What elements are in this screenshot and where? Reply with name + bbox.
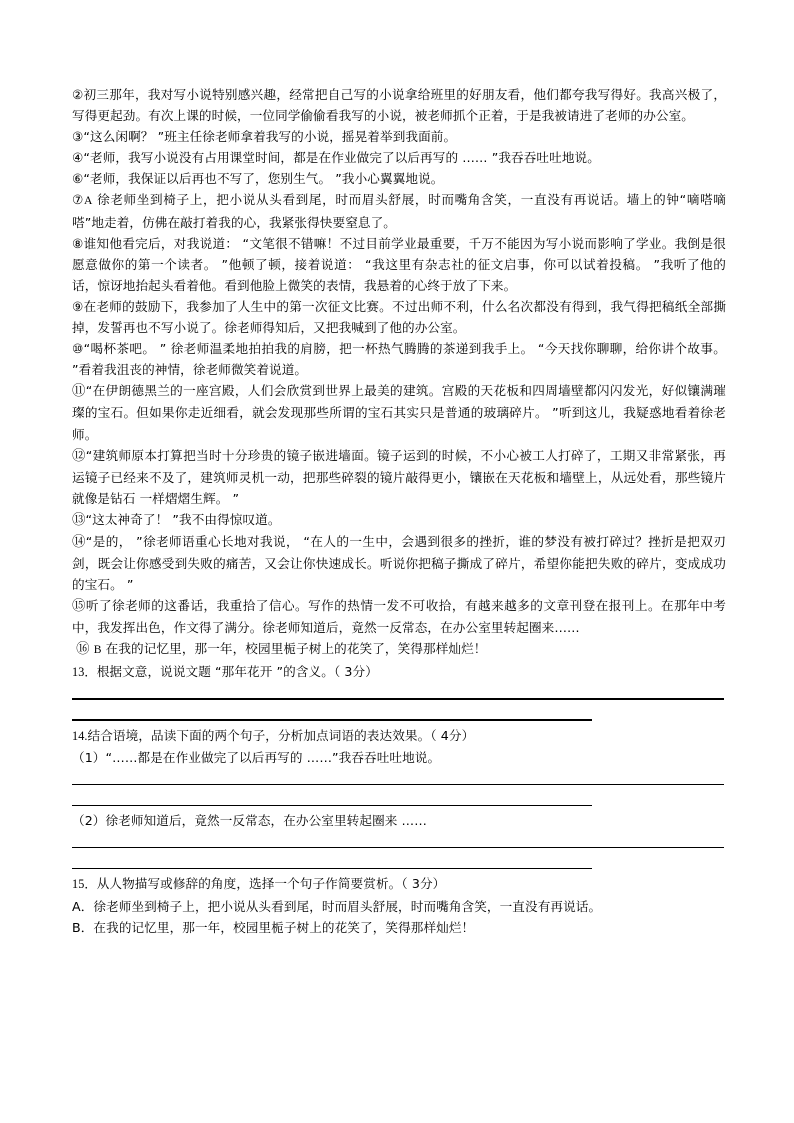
paragraph-text: “在伊朗德黑兰的一座宫殿，人们会欣赏到世界上最美的建筑。宫殿的天花板和四周墙壁都闪闪发光，好似镶满璀璨的宝石。但如果你走近细看，就会发现那些所谓的宝石其实只是普通的玻璃碎片。 ”听到这儿，我疑惑地看着徐老师。 bbox=[72, 383, 726, 442]
answer-lines-14-1[interactable] bbox=[72, 768, 726, 810]
paragraph-marker: ② bbox=[72, 87, 84, 102]
answer-lines-13[interactable] bbox=[72, 683, 726, 725]
paragraph-6 bbox=[72, 168, 726, 189]
answer-lines-14-2[interactable] bbox=[72, 831, 726, 873]
question-15 bbox=[72, 873, 726, 895]
answer-rule[interactable] bbox=[72, 831, 726, 852]
paragraph-marker: ⑮ bbox=[72, 599, 86, 615]
paragraph-marker: ⑧ bbox=[72, 235, 84, 251]
paragraph-4 bbox=[72, 147, 726, 168]
answer-rule[interactable] bbox=[72, 704, 726, 725]
question-number: 13． bbox=[72, 664, 97, 679]
paragraph-text: 听了徐老师的这番话，我重拾了信心。写作的热情一发不可收拾，有越来越多的文章刊登在报刊上。在那年中考中，我发挥出色，作文得了满分。徐老师知道后，竟然一反常态，在办公室里转起圈来…… bbox=[72, 598, 726, 636]
passage-body bbox=[72, 84, 726, 661]
question-prompt: 从人物描写或修辞的角度，选择一个句子作简要赏析。（ 3分） bbox=[96, 876, 446, 892]
answer-rule[interactable] bbox=[72, 683, 726, 704]
question-13 bbox=[72, 661, 726, 683]
question-14-item-1: （1）“……都是在作业做完了以后再写的 ……”我吞吞吐吐地说。 bbox=[72, 749, 441, 765]
paragraph-marker: ⑭ bbox=[72, 534, 86, 550]
paragraph-marker: ⑯ bbox=[76, 642, 90, 658]
paragraph-3 bbox=[72, 126, 726, 147]
paragraph-text: “这么闲啊？ ”班主任徐老师拿着我写的小说，摇晃着举到我面前。 bbox=[83, 129, 457, 145]
paragraph-8 bbox=[72, 233, 726, 296]
paragraph-14 bbox=[72, 531, 726, 595]
paragraph-12 bbox=[72, 445, 726, 509]
paragraph-13 bbox=[72, 509, 726, 531]
paragraph-text: 初三那年，我对写小说特别感兴趣，经常把自己写的小说拿给班里的好朋友看，他们都夸我写得好。我高兴极了，写得更起劲。有次上课的时候，一位同学偷偷看我写的小说，被老师抓个正着，于是我被请进了老师的办公室。 bbox=[72, 87, 727, 124]
paragraph-text: 谁知他看完后，对我说道： “文笔很不错嘛！不过目前学业最重要，千万不能因为写小说而影响了学业。我倒是很愿意做你的第一个读者。 ”他顿了顿，接着说道： “我这里有杂志社的征文启事，你可以试着投稿。 ”我听了他的话，惊讶地抬起头看着他。看到他脸上微笑的表情，我悬着的心终于放了下来。 bbox=[72, 235, 726, 293]
paragraph-11 bbox=[72, 380, 726, 444]
paragraph-marker: ⑨ bbox=[72, 298, 84, 314]
paragraph-text: “建筑师原本打算把当时十分珍贵的镜子嵌进墙面。镜子运到的时候，不小心被工人打碎了，工期又非常紧张，再运镜子已经来不及了，建筑师灵机一动，把那些碎裂的镜片敲得更小，镶嵌在天花板和墙壁上，从远处看，那些镜片就像是钻石 一样熠熠生辉。 ” bbox=[72, 447, 726, 506]
paragraph-marker: ⑬ bbox=[72, 512, 86, 528]
paragraph-text: “是的， ”徐老师语重心长地对我说， “在人的一生中，会遇到很多的挫折，谁的梦没有被打碎过？挫折是把双刃剑，既会让你感受到失败的痛苦，又会让你快速成长。听说你把稿子撕成了碎片，希望你能把失败的碎片，变成成功的宝石。 ” bbox=[72, 533, 726, 593]
questions-section bbox=[72, 661, 726, 938]
question-15-option-b[interactable]: B．在我的记忆里，那一年，校园里栀子树上的花笑了，笑得那样灿烂！ bbox=[72, 919, 475, 935]
question-number: 15． bbox=[72, 877, 97, 892]
paragraph-2 bbox=[72, 84, 726, 126]
paragraph-marker: ⑩ bbox=[72, 341, 84, 357]
paragraph-9 bbox=[72, 296, 726, 338]
paragraph-text: “老师，我保证以后再也不写了，您别生气。 ”我小心翼翼地说。 bbox=[83, 171, 444, 187]
paragraph-15 bbox=[72, 595, 726, 638]
paragraph-text: “老师，我写小说没有占用课堂时间，都是在作业做完了以后再写的 …… ”我吞吞吐吐地说。 bbox=[83, 150, 600, 166]
paragraph-16 bbox=[72, 638, 726, 660]
paragraph-text: 徐老师坐到椅子上，把小说从头看到尾，时而眉头舒展，时而嘴角含笑，一直没有再说话。墙上的钟“嘀嗒嘀嗒”地走着，仿佛在敲打着我的心，我紧张得快要窒息了。 bbox=[72, 192, 726, 230]
answer-rule[interactable] bbox=[72, 852, 726, 873]
paragraph-7 bbox=[72, 189, 726, 232]
question-14-item-2: （2）徐老师知道后，竟然一反常态，在办公室里转起圈来 …… bbox=[72, 813, 427, 829]
question-number: 14. bbox=[72, 728, 88, 743]
paragraph-10 bbox=[72, 338, 726, 380]
paragraph-marker: ③ bbox=[72, 129, 84, 145]
paragraph-text: 在老师的鼓励下，我参加了人生中的第一次征文比赛。不过出师不利，什么名次都没有得到，我气得把稿纸全部撕掉，发誓再也不写小说了。徐老师得知后，又把我喊到了他的办公室。 bbox=[72, 298, 727, 336]
sentence-label-a: A bbox=[83, 194, 93, 208]
paragraph-text: 在我的记忆里，那一年，校园里栀子树上的花笑了，笑得那样灿烂！ bbox=[105, 641, 487, 657]
paragraph-marker: ⑪ bbox=[72, 384, 86, 400]
paragraph-marker: ⑫ bbox=[72, 448, 86, 464]
question-14 bbox=[72, 725, 726, 747]
paragraph-marker: ④ bbox=[72, 150, 84, 166]
sentence-label-b: B bbox=[93, 643, 102, 657]
paragraph-marker: ⑥ bbox=[72, 171, 84, 187]
question-prompt: 结合语境，品读下面的两个句子，分析加点词语的表达效果。（ 4分） bbox=[87, 727, 475, 743]
paragraph-marker: ⑦ bbox=[72, 192, 84, 208]
paragraph-text: “这太神奇了！ ”我不由得惊叹道。 bbox=[85, 511, 281, 527]
paragraph-text: “喝杯茶吧。 ” 徐老师温柔地拍拍我的肩膀，把一杯热气腾腾的茶递到我手上。 “今天找你聊聊，给你讲个故事。 ”看着我沮丧的神情，徐老师微笑着说道。 bbox=[72, 341, 726, 378]
question-prompt: 根据文意，说说文题 “那年花开 ”的含义。（ 3分） bbox=[96, 663, 378, 679]
answer-rule[interactable] bbox=[72, 768, 726, 789]
question-15-option-a[interactable]: A．徐老师坐到椅子上，把小说从头看到尾，时而眉头舒展，时而嘴角含笑，一直没有再说话。 bbox=[72, 898, 602, 914]
answer-rule[interactable] bbox=[72, 789, 726, 810]
